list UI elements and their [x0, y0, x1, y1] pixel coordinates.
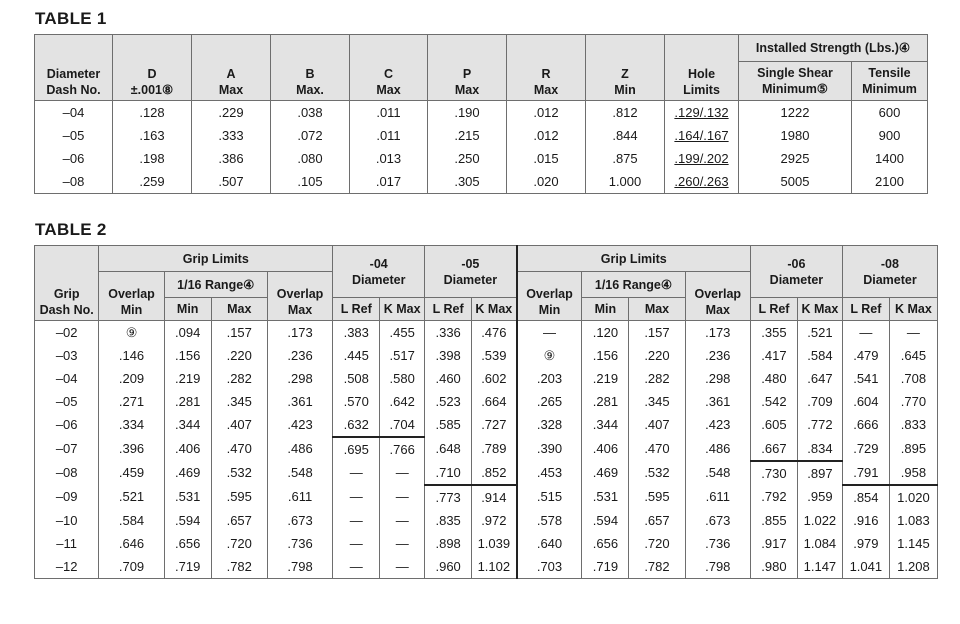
table-cell: .664 [472, 390, 517, 413]
table-cell: .521 [797, 321, 842, 345]
table-cell: .605 [750, 413, 797, 437]
table-cell: .417 [750, 344, 797, 367]
kmax-08-header: K Max [889, 298, 937, 321]
table-cell: .770 [889, 390, 937, 413]
table-cell: .305 [428, 170, 507, 194]
table-cell: 900 [852, 124, 928, 147]
dash-number-cell: –05 [35, 124, 113, 147]
table-cell: .190 [428, 101, 507, 125]
table-cell: .361 [267, 390, 332, 413]
overlap-min-header-right: Overlap Min [517, 272, 582, 321]
table-cell: .250 [428, 147, 507, 170]
table-cell: .548 [685, 461, 750, 485]
table-2-body [35, 321, 938, 579]
table-cell: 1.145 [889, 532, 937, 555]
table-cell: .407 [629, 413, 685, 437]
table-cell: .229 [192, 101, 271, 125]
table-cell: .390 [517, 437, 582, 461]
table-row [35, 485, 938, 509]
t1-col-header: Hole Limits [665, 35, 739, 101]
table-cell: .645 [889, 344, 937, 367]
table-cell: — [842, 321, 889, 345]
range-min-header: Min [582, 298, 629, 321]
table-cell: .271 [99, 390, 164, 413]
table-cell: .396 [99, 437, 164, 461]
table-cell: .345 [211, 390, 267, 413]
table-cell: ⑨ [517, 344, 582, 367]
table-cell: .657 [629, 509, 685, 532]
table-cell: .129/.132 [665, 101, 739, 125]
table-cell: .979 [842, 532, 889, 555]
table-cell: 2100 [852, 170, 928, 194]
table-cell: .709 [99, 555, 164, 579]
table-cell: .469 [164, 461, 211, 485]
table-cell: .282 [629, 367, 685, 390]
table-cell: .355 [750, 321, 797, 345]
table-cell: .789 [472, 437, 517, 461]
table-cell: .916 [842, 509, 889, 532]
table-row [35, 147, 928, 170]
table-cell: .657 [211, 509, 267, 532]
table-cell: .105 [271, 170, 350, 194]
table-cell: — [333, 532, 380, 555]
table-cell: .531 [164, 485, 211, 509]
table-cell: .455 [380, 321, 425, 345]
table-cell: .146 [99, 344, 164, 367]
table-cell: .236 [267, 344, 332, 367]
table-cell: .236 [685, 344, 750, 367]
table-cell: .281 [582, 390, 629, 413]
table-cell: .128 [113, 101, 192, 125]
table-cell: 1.039 [472, 532, 517, 555]
table-cell: 2925 [739, 147, 852, 170]
table-cell: .013 [350, 147, 428, 170]
table-cell: .898 [425, 532, 472, 555]
table-cell: .980 [750, 555, 797, 579]
table-cell: .584 [99, 509, 164, 532]
table-cell: .265 [517, 390, 582, 413]
lref-08-header: L Ref [842, 298, 889, 321]
table-cell: .203 [517, 367, 582, 390]
table-cell: .656 [164, 532, 211, 555]
table-cell: .578 [517, 509, 582, 532]
grip-dash-cell: –09 [35, 485, 99, 509]
table-cell: .012 [507, 124, 586, 147]
t1-col-header: B Max. [271, 35, 350, 101]
table-cell: .729 [842, 437, 889, 461]
table-cell: .695 [333, 437, 380, 461]
table-cell: .875 [586, 147, 665, 170]
overlap-max-header-right: Overlap Max [685, 272, 750, 321]
table-cell: 600 [852, 101, 928, 125]
table-cell: .486 [267, 437, 332, 461]
table-cell: 1980 [739, 124, 852, 147]
table-cell: .772 [797, 413, 842, 437]
table-cell: .720 [211, 532, 267, 555]
table-cell: .542 [750, 390, 797, 413]
table-cell: .344 [164, 413, 211, 437]
table-cell: .163 [113, 124, 192, 147]
table-cell: .720 [629, 532, 685, 555]
table-cell: .704 [380, 413, 425, 437]
table-cell: .507 [192, 170, 271, 194]
table-cell: .708 [889, 367, 937, 390]
table-cell: .453 [517, 461, 582, 485]
table-cell: .852 [472, 461, 517, 485]
table-cell: .517 [380, 344, 425, 367]
table-cell: .215 [428, 124, 507, 147]
table-cell: .260/.263 [665, 170, 739, 194]
table-cell: .960 [425, 555, 472, 579]
table-cell: .594 [582, 509, 629, 532]
grip-dash-cell: –03 [35, 344, 99, 367]
range-header-right: 1/16 Range④ [582, 272, 685, 298]
table-cell: .595 [629, 485, 685, 509]
table-row [35, 344, 938, 367]
table-cell: 1.000 [586, 170, 665, 194]
range-min-header: Min [164, 298, 211, 321]
table-cell: .480 [750, 367, 797, 390]
table-cell: — [333, 485, 380, 509]
table-cell: .470 [629, 437, 685, 461]
grip-dash-cell: –10 [35, 509, 99, 532]
table-cell: .642 [380, 390, 425, 413]
table-cell: .703 [517, 555, 582, 579]
table-cell: 1.020 [889, 485, 937, 509]
table-cell: .406 [582, 437, 629, 461]
table-cell: — [380, 485, 425, 509]
table-cell: 5005 [739, 170, 852, 194]
table-cell: .917 [750, 532, 797, 555]
table-cell: .782 [211, 555, 267, 579]
table-cell: — [380, 532, 425, 555]
table-cell: — [333, 555, 380, 579]
table-cell: 1.147 [797, 555, 842, 579]
table-cell: .470 [211, 437, 267, 461]
table-cell: .345 [629, 390, 685, 413]
table-cell: .632 [333, 413, 380, 437]
table-cell: — [889, 321, 937, 345]
table-row [35, 509, 938, 532]
table-row [35, 461, 938, 485]
table-cell: .730 [750, 461, 797, 485]
table-cell: .585 [425, 413, 472, 437]
table-cell: .766 [380, 437, 425, 461]
table-cell: .736 [267, 532, 332, 555]
table-row [35, 367, 938, 390]
table-cell: .895 [889, 437, 937, 461]
diameter-08-header: -08 Diameter [842, 246, 937, 298]
table-cell: .972 [472, 509, 517, 532]
grip-dash-cell: –02 [35, 321, 99, 345]
kmax-04-header: K Max [380, 298, 425, 321]
installed-strength-header: Installed Strength (Lbs.)④ [739, 35, 928, 62]
table-cell: .423 [685, 413, 750, 437]
table-cell: .219 [164, 367, 211, 390]
table-cell: .773 [425, 485, 472, 509]
table-cell: .812 [586, 101, 665, 125]
t1-col-header: D ±.001⑧ [113, 35, 192, 101]
table-cell: .344 [582, 413, 629, 437]
grip-dash-cell: –05 [35, 390, 99, 413]
table-cell: .469 [582, 461, 629, 485]
t1-col-header: Diameter Dash No. [35, 35, 113, 101]
table-cell: .656 [582, 532, 629, 555]
table-cell: .479 [842, 344, 889, 367]
table-cell: .336 [425, 321, 472, 345]
table-1-header [35, 35, 928, 101]
table-cell: .011 [350, 101, 428, 125]
grip-dash-cell: –04 [35, 367, 99, 390]
table-cell: .854 [842, 485, 889, 509]
table-cell: .647 [797, 367, 842, 390]
table-cell: .012 [507, 101, 586, 125]
table-row [35, 124, 928, 147]
table-cell: .673 [267, 509, 332, 532]
table-cell: — [380, 509, 425, 532]
table-cell: .080 [271, 147, 350, 170]
table-cell: .281 [164, 390, 211, 413]
kmax-05-header: K Max [472, 298, 517, 321]
table-row [35, 101, 928, 125]
range-header-left: 1/16 Range④ [164, 272, 267, 298]
table-cell: .164/.167 [665, 124, 739, 147]
table-1-title: TABLE 1 [35, 9, 107, 28]
grip-dash-cell: –08 [35, 461, 99, 485]
table-cell: .220 [629, 344, 685, 367]
overlap-max-header-left: Overlap Max [267, 272, 332, 321]
table-cell: .914 [472, 485, 517, 509]
table-cell: .791 [842, 461, 889, 485]
table-2 [34, 245, 938, 579]
table-cell: .476 [472, 321, 517, 345]
table-cell: .072 [271, 124, 350, 147]
table-cell: .486 [685, 437, 750, 461]
table-cell: — [517, 321, 582, 345]
table-cell: .328 [517, 413, 582, 437]
table-cell: .736 [685, 532, 750, 555]
table-cell: .959 [797, 485, 842, 509]
table-cell: .844 [586, 124, 665, 147]
t1-col-header: P Max [428, 35, 507, 101]
grip-dash-header: Grip Dash No. [35, 246, 99, 321]
grip-dash-cell: –11 [35, 532, 99, 555]
table-cell: 1.084 [797, 532, 842, 555]
lref-04-header: L Ref [333, 298, 380, 321]
table-cell: .017 [350, 170, 428, 194]
table-cell: .398 [425, 344, 472, 367]
table-cell: — [333, 461, 380, 485]
table-cell: .532 [629, 461, 685, 485]
table-cell: 1.102 [472, 555, 517, 579]
table-cell: .334 [99, 413, 164, 437]
table-cell: .602 [472, 367, 517, 390]
table-cell: .094 [164, 321, 211, 345]
table-cell: .459 [99, 461, 164, 485]
lref-05-header: L Ref [425, 298, 472, 321]
table-cell: .199/.202 [665, 147, 739, 170]
table-cell: 1222 [739, 101, 852, 125]
table-cell: .407 [211, 413, 267, 437]
table-2-title: TABLE 2 [35, 220, 107, 239]
table-cell: .595 [211, 485, 267, 509]
dash-number-cell: –08 [35, 170, 113, 194]
table-1 [34, 34, 928, 194]
table-cell: .646 [99, 532, 164, 555]
table-cell: .423 [267, 413, 332, 437]
grip-dash-cell: –12 [35, 555, 99, 579]
table-cell: .594 [164, 509, 211, 532]
table-row [35, 321, 938, 345]
t1-col-header: A Max [192, 35, 271, 101]
table-cell: .710 [425, 461, 472, 485]
diameter-06-header: -06 Diameter [750, 246, 842, 298]
table-cell: .383 [333, 321, 380, 345]
table-cell: .541 [842, 367, 889, 390]
table-cell: .298 [267, 367, 332, 390]
table-row [35, 532, 938, 555]
table-cell: .531 [582, 485, 629, 509]
table-cell: .298 [685, 367, 750, 390]
table-cell: .515 [517, 485, 582, 509]
grip-limits-header-left: Grip Limits [99, 246, 333, 272]
table-cell: .548 [267, 461, 332, 485]
table-cell: .570 [333, 390, 380, 413]
table-cell: .219 [582, 367, 629, 390]
lref-06-header: L Ref [750, 298, 797, 321]
table-cell: ⑨ [99, 321, 164, 345]
table-cell: .173 [267, 321, 332, 345]
t1-col-header: C Max [350, 35, 428, 101]
table-cell: .523 [425, 390, 472, 413]
table-cell: 1.041 [842, 555, 889, 579]
table-cell: .835 [425, 509, 472, 532]
table-cell: .719 [164, 555, 211, 579]
table-cell: .406 [164, 437, 211, 461]
table-cell: .640 [517, 532, 582, 555]
table-cell: .834 [797, 437, 842, 461]
table-cell: — [333, 509, 380, 532]
table-cell: 1.022 [797, 509, 842, 532]
grip-dash-cell: –07 [35, 437, 99, 461]
table-cell: .580 [380, 367, 425, 390]
table-cell: 1400 [852, 147, 928, 170]
grip-limits-header-right: Grip Limits [517, 246, 751, 272]
range-max-header: Max [211, 298, 267, 321]
table-cell: .460 [425, 367, 472, 390]
table-cell: .020 [507, 170, 586, 194]
table-cell: .157 [211, 321, 267, 345]
table-cell: .792 [750, 485, 797, 509]
table-cell: .011 [350, 124, 428, 147]
table-cell: .282 [211, 367, 267, 390]
table-cell: .259 [113, 170, 192, 194]
diameter-04-header: -04 Diameter [333, 246, 425, 298]
range-max-header: Max [629, 298, 685, 321]
table-cell: .719 [582, 555, 629, 579]
table-cell: .611 [685, 485, 750, 509]
table-row [35, 555, 938, 579]
t1-col-header: Single Shear Minimum⑤ [739, 62, 852, 101]
table-cell: .038 [271, 101, 350, 125]
dash-number-cell: –06 [35, 147, 113, 170]
t1-col-header: Tensile Minimum [852, 62, 928, 101]
table-cell: — [380, 555, 425, 579]
overlap-min-header-left: Overlap Min [99, 272, 164, 321]
table-cell: .584 [797, 344, 842, 367]
t1-col-header: R Max [507, 35, 586, 101]
t1-col-header: Z Min [586, 35, 665, 101]
table-cell: .445 [333, 344, 380, 367]
table-cell: .532 [211, 461, 267, 485]
table-cell: .604 [842, 390, 889, 413]
table-cell: .673 [685, 509, 750, 532]
table-cell: 1.208 [889, 555, 937, 579]
grip-dash-cell: –06 [35, 413, 99, 437]
table-cell: .667 [750, 437, 797, 461]
table-cell: .333 [192, 124, 271, 147]
dash-number-cell: –04 [35, 101, 113, 125]
table-cell: .539 [472, 344, 517, 367]
table-cell: .709 [797, 390, 842, 413]
table-cell: .198 [113, 147, 192, 170]
table-cell: .156 [582, 344, 629, 367]
table-cell: .386 [192, 147, 271, 170]
table-cell: 1.083 [889, 509, 937, 532]
table-2-header [35, 246, 938, 321]
table-row [35, 390, 938, 413]
table-cell: .958 [889, 461, 937, 485]
table-cell: .157 [629, 321, 685, 345]
table-cell: .209 [99, 367, 164, 390]
table-1-body [35, 101, 928, 194]
table-cell: .508 [333, 367, 380, 390]
table-cell: .648 [425, 437, 472, 461]
table-row [35, 413, 938, 437]
table-cell: .173 [685, 321, 750, 345]
table-cell: .782 [629, 555, 685, 579]
table-cell: .120 [582, 321, 629, 345]
table-cell: .798 [267, 555, 332, 579]
table-cell: .220 [211, 344, 267, 367]
table-cell: — [380, 461, 425, 485]
table-row [35, 437, 938, 461]
table-row [35, 170, 928, 194]
table-cell: .156 [164, 344, 211, 367]
table-cell: .361 [685, 390, 750, 413]
kmax-06-header: K Max [797, 298, 842, 321]
table-cell: .855 [750, 509, 797, 532]
table-cell: .611 [267, 485, 332, 509]
table-cell: .666 [842, 413, 889, 437]
table-cell: .897 [797, 461, 842, 485]
table-cell: .015 [507, 147, 586, 170]
diameter-05-header: -05 Diameter [425, 246, 517, 298]
table-cell: .833 [889, 413, 937, 437]
table-cell: .727 [472, 413, 517, 437]
table-cell: .521 [99, 485, 164, 509]
table-cell: .798 [685, 555, 750, 579]
